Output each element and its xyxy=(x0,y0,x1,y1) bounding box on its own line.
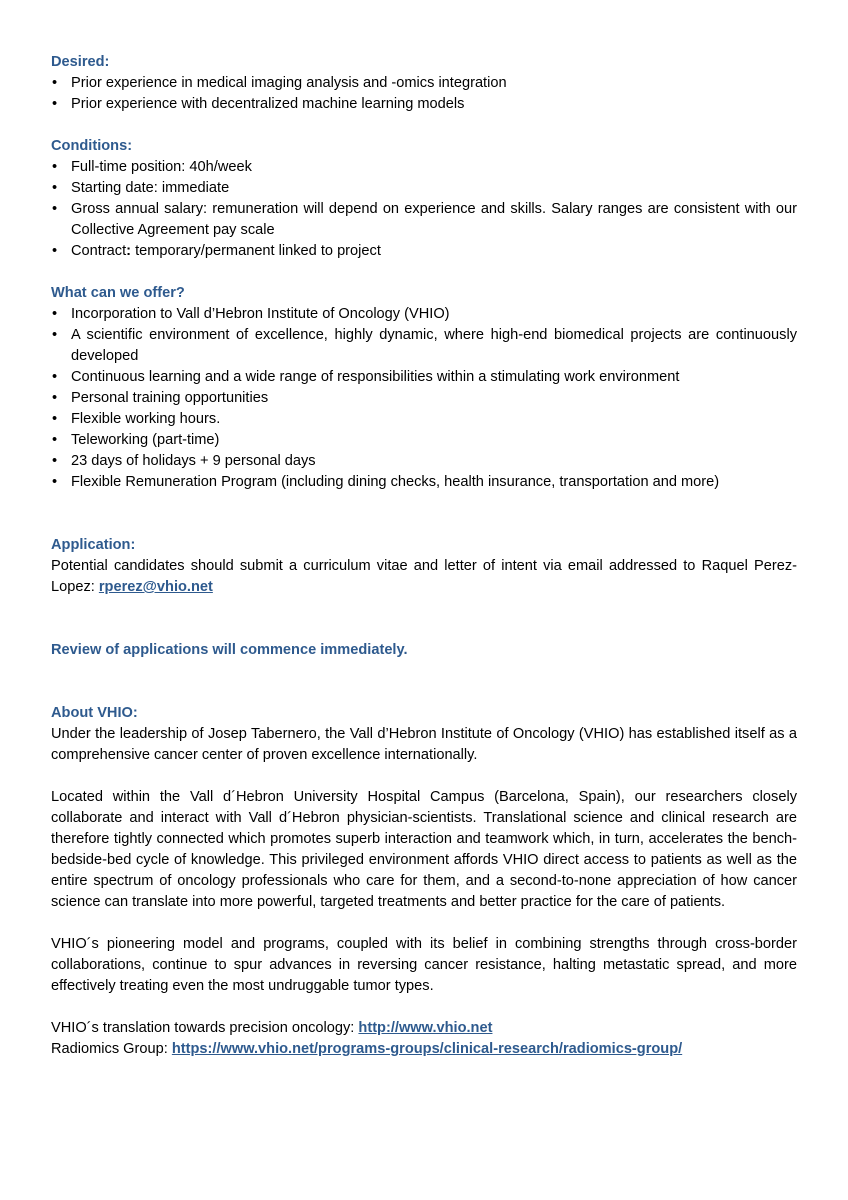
list-item: • Flexible Remuneration Program (including dining checks, health insurance, transportation and more) xyxy=(51,472,797,493)
offer-list xyxy=(51,304,797,493)
list-item: • A scientific environment of excellence, highly dynamic, where high-end biomedical projects are continuously developed xyxy=(51,325,797,367)
application-heading: Application: xyxy=(51,537,136,553)
radiomics-label: Radiomics Group: xyxy=(51,1041,172,1057)
list-item: • Flexible working hours. xyxy=(51,409,797,430)
document-page xyxy=(51,52,797,1060)
translation-line xyxy=(51,1018,797,1039)
radiomics-group-link[interactable]: https://www.vhio.net/programs-groups/clinical-research/radiomics-group/ xyxy=(171,1041,683,1057)
radiomics-line xyxy=(51,1039,797,1060)
list-item: • Prior experience in medical imaging analysis and -omics integration xyxy=(51,73,797,94)
desired-heading: Desired: xyxy=(51,54,110,70)
list-item: • Teleworking (part-time) xyxy=(51,430,797,451)
about-paragraph: Located within the Vall d´Hebron University Hospital Campus (Barcelona, Spain), our researchers closely collaborate and interact with Vall d´Hebron physician-scientists. Translational science and clinical research are therefore tightly connected which promotes superb interaction and teamwork which, in turn, accelerates the bench-bedside-bed cycle of knowledge. This privileged environment affords VHIO direct access to patients as well as the entire spectrum of oncology professionals who care for them, and a second-to-none appreciation of how cancer science can translate into more powerful, targeted treatments and better practice for the care of patients. xyxy=(51,789,797,910)
vhio-website-link[interactable]: http://www.vhio.net xyxy=(358,1020,493,1036)
application-text xyxy=(51,556,797,598)
about-paragraph: VHIO´s pioneering model and programs, coupled with its belief in combining strengths through cross-border collaborations, continue to spur advances in reversing cancer resistance, halting metastatic spread, and more effectively treating even the most undruggable tumor types. xyxy=(51,936,797,994)
list-item: • 23 days of holidays + 9 personal days xyxy=(51,451,797,472)
contract-label: Contract xyxy=(71,243,127,259)
list-item-contract xyxy=(51,241,797,262)
conditions-heading: Conditions: xyxy=(51,138,133,154)
translation-label: VHIO´s translation towards precision oncology: xyxy=(51,1020,359,1036)
review-notice: Review of applications will commence immediately. xyxy=(51,642,408,658)
contract-colon: : xyxy=(126,243,132,259)
list-item: • Incorporation to Vall d’Hebron Institute of Oncology (VHIO) xyxy=(51,304,797,325)
list-item: • Full-time position: 40h/week xyxy=(51,157,797,178)
list-item: • Continuous learning and a wide range of responsibilities within a stimulating work environment xyxy=(51,367,797,388)
email-link[interactable]: rperez@vhio.net xyxy=(98,579,213,595)
about-paragraph: Under the leadership of Josep Tabernero, the Vall d’Hebron Institute of Oncology (VHIO) has established itself as a comprehensive cancer center of proven excellence internationally. xyxy=(51,726,797,763)
about-heading: About VHIO: xyxy=(51,705,138,721)
contract-value: temporary/permanent linked to project xyxy=(131,243,381,259)
offer-heading: What can we offer? xyxy=(51,285,185,301)
conditions-list xyxy=(51,157,797,262)
list-item: • Gross annual salary: remuneration will depend on experience and skills. Salary ranges are consistent with our Collective Agreement pay scale xyxy=(51,199,797,241)
list-item: • Prior experience with decentralized machine learning models xyxy=(51,94,797,115)
list-item: • Personal training opportunities xyxy=(51,388,797,409)
desired-list xyxy=(51,73,797,115)
list-item: • Starting date: immediate xyxy=(51,178,797,199)
application-body: Potential candidates should submit a curriculum vitae and letter of intent via email addressed to Raquel Perez-Lopez: xyxy=(51,558,797,595)
